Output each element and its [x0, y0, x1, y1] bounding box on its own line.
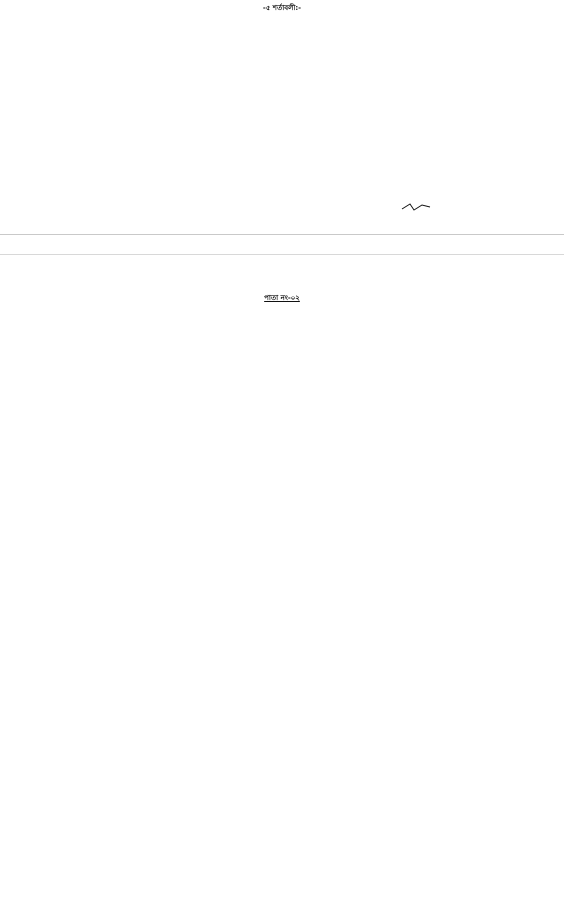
page-separator: [0, 220, 564, 266]
signature-mark: [400, 202, 440, 212]
page-number-heading: পাতা নং-০২: [264, 294, 300, 302]
conditions-heading: -৫ শর্তাবলী:-: [262, 4, 302, 12]
page-two: [0, 266, 564, 898]
page-one: [0, 0, 564, 220]
